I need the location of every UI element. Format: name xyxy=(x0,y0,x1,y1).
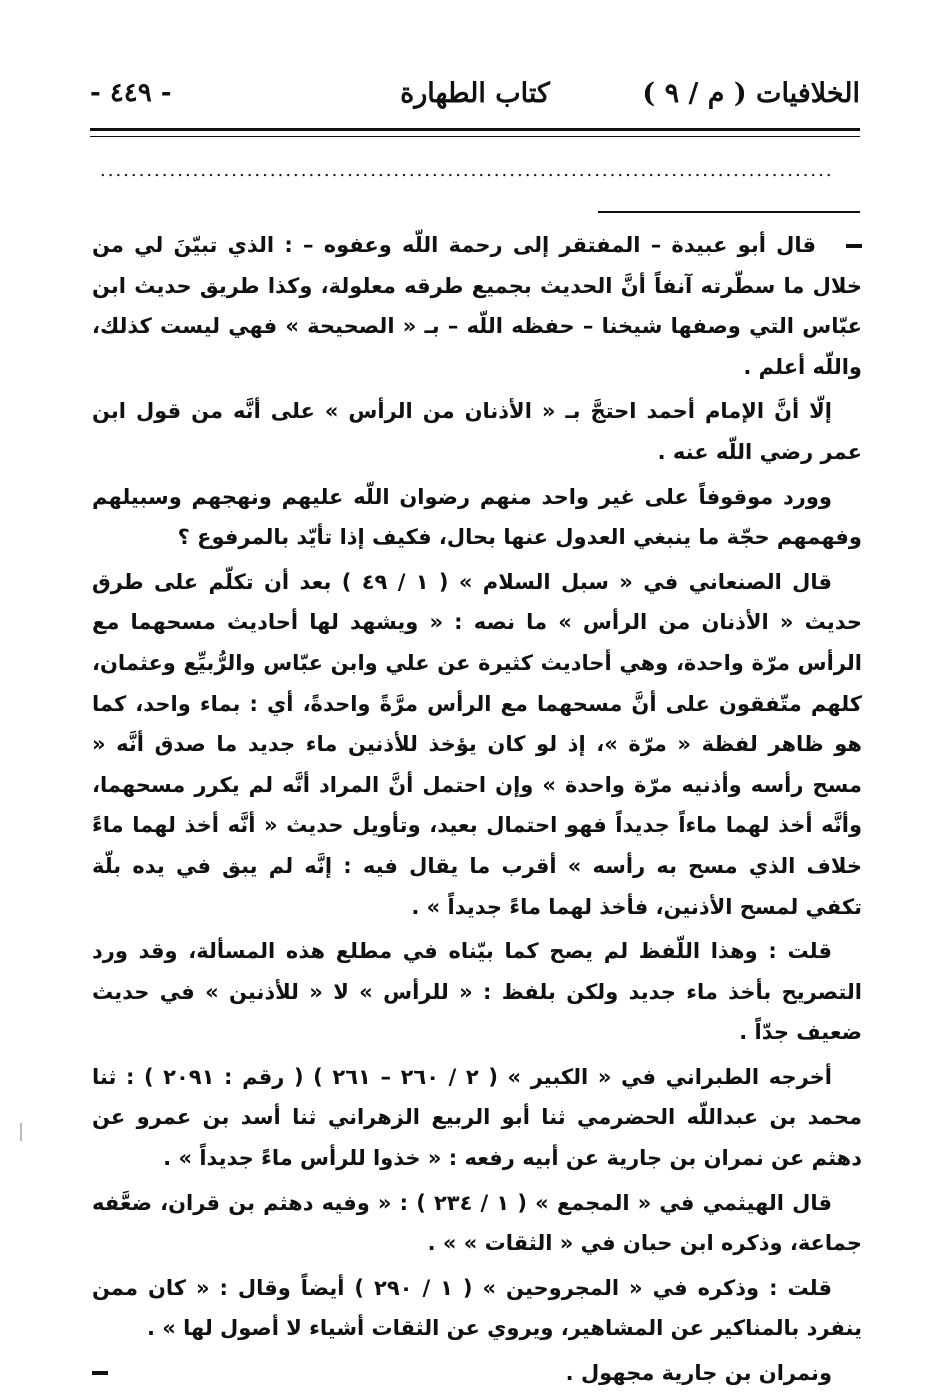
section-end-mark xyxy=(92,1371,108,1375)
paragraph-3: وورد موقوفاً على غير واحد منهم رضوان اللّه عليهم ونهجهم وسبيلهم وفهمهم حجّة ما ينبغي العدول عنها بحال، فكيف إذا تأيّد بالمرفوع ؟ xyxy=(92,484,862,550)
margin-tick xyxy=(20,1123,22,1141)
paragraph-9 xyxy=(92,1353,862,1394)
paragraph-1-text: قال أبو عبيدة – المفتقر إلى رحمة اللّه وعفوه – : الذي تبيّنَ لي من خلال ما سطّرته آنفاً أنَّ الحديث بجميع طرقه معلولة، وكذا طريق حديث ابن عبّاس التي وصفها شيخنا – حفظه اللّه – بـ « الصحيحة » فهي ليست كذلك، واللّه أعلم . xyxy=(92,233,862,379)
footnote-rule xyxy=(598,211,860,213)
header-rule-thick xyxy=(90,128,860,131)
paragraph-7: قال الهيثمي في « المجمع » ( ١ / ٢٣٤ ) : « وفيه دهثم بن قران، ضعَّفه جماعة، وذكره ابن حبان في « الثقات » » . xyxy=(92,1190,862,1256)
page-header xyxy=(90,78,860,118)
paragraph-2: إلّا أنَّ الإمام أحمد احتجَّ بـ « الأذنان من الرأس » على أنَّه من قول ابن عمر رضي اللّه عنه . xyxy=(92,399,862,464)
book-reference: الخلافيات ( م / ٩ ) xyxy=(642,78,860,109)
paragraph-5: قلت : وهذا اللّفظ لم يصح كما بيّناه في مطلع هذه المسألة، وقد ورد التصريح بأخذ ماء جديد ولكن بلفظ : « للرأس » لا « للأذنين » في حديث ضعيف جدّاً . xyxy=(92,939,862,1045)
paragraph-8: قلت : وذكره في « المجروحين » ( ١ / ٢٩٠ ) أيضاً وقال : « كان ممن ينفرد بالمناكير عن المشاهير، ويروي عن الثقات أشياء لا أصول لها » . xyxy=(92,1275,862,1341)
paragraph-4: قال الصنعاني في « سبل السلام » ( ١ / ٤٩ ) بعد أن تكلّم على طرق حديث « الأذنان من الرأس » ما نصه : « ويشهد لها أحاديث مسحهما مع الرأس مرّة واحدة، وهي أحاديث كثيرة عن علي وابن عبّاس والرُّبيِّع وعثمان، كلهم متّفقون على أنَّ مسحهما مع الرأس مرَّةً واحدةً، أي : بماء واحد، كما هو ظاهر لفظة « مرّة »، إذ لو كان يؤخذ للأذنين ماء جديد ما صدق أنَّه « مسح رأسه وأذنيه مرّة واحدة » وإن احتمل أنَّ المراد أنَّه لم يكرر مسحهما، وأنَّه أخذ لهما ماءاً جديداً فهو احتمال بعيد، وتأويل حديث « أنَّه أخذ لهما ماءً خلاف الذي مسح به رأسه » أقرب ما يقال فيه : إنَّه لم يبق في يده بلّة تكفي لمسح الأذنين، فأخذ لهما ماءً جديداً » . xyxy=(92,569,862,919)
header-rule-thin xyxy=(90,136,860,137)
paragraph-9-text: ونمران بن جارية مجهول . xyxy=(565,1361,832,1386)
section-start-mark xyxy=(846,244,862,248)
body-text xyxy=(92,225,862,1398)
page-number: - ٤٤٩ - xyxy=(90,78,172,108)
separator-dots: ............................................................................................... xyxy=(100,160,834,180)
paragraph-6: أخرجه الطبراني في « الكبير » ( ٢ / ٢٦٠ – ٢٦١ ) ( رقم : ٢٠٩١ ) : ثنا محمد بن عبداللّه الحضرمي ثنا أبو الربيع الزهراني ثنا أسد بن عمرو عن دهثم عن نمران بن جارية عن أبيه رفعه : « خذوا للرأس ماءً جديداً » . xyxy=(92,1064,862,1171)
paragraph-1 xyxy=(92,225,862,387)
chapter-title: كتاب الطهارة xyxy=(400,78,550,109)
